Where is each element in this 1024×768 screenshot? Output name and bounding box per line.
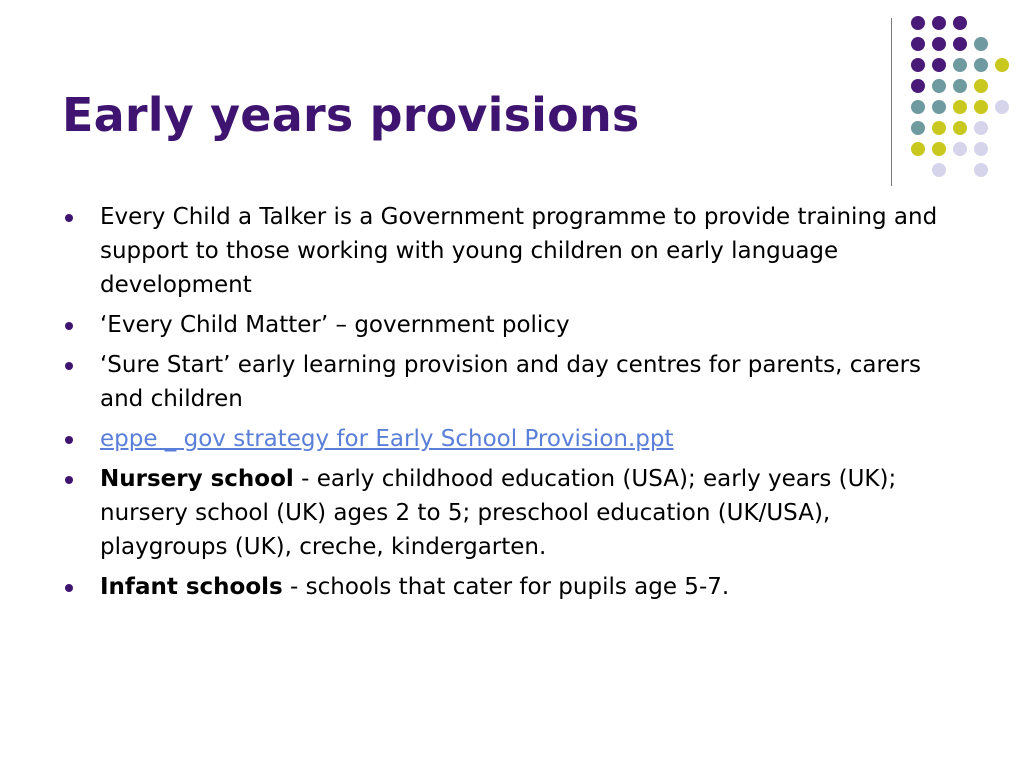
decorative-dot (974, 37, 988, 51)
decorative-dot (932, 100, 946, 114)
decorative-dot (911, 100, 925, 114)
decorative-dot (911, 142, 925, 156)
decorative-dot (974, 58, 988, 72)
bullet-text: - early childhood education (USA); early years (UK); nursery school (UK) ages 2 to 5; preschool education (UK/USA), playgroups (UK), creche, kindergarten. (100, 466, 897, 560)
slide-title: Early years provisions (62, 88, 640, 142)
bullet-item (62, 462, 962, 564)
bullet-item (62, 422, 962, 456)
decorative-dot (953, 37, 967, 51)
decorative-dot (953, 58, 967, 72)
decorative-dot (995, 100, 1009, 114)
bullet-text: ‘Every Child Matter’ – government policy (100, 312, 570, 338)
decorative-dot (974, 100, 988, 114)
decorative-dot (932, 121, 946, 135)
decorative-dot (953, 142, 967, 156)
decorative-dot (911, 58, 925, 72)
presentation-link[interactable]: eppe _ gov strategy for Early School Provision.ppt (100, 426, 674, 452)
bullet-icon (65, 362, 73, 370)
bullet-item (62, 570, 962, 604)
bullet-text: - schools that cater for pupils age 5-7. (282, 574, 730, 600)
bullet-icon (65, 322, 73, 330)
decorative-dot (932, 37, 946, 51)
decorative-dot (995, 58, 1009, 72)
decorative-dot (953, 121, 967, 135)
bullet-icon (65, 214, 73, 222)
decorative-dot (911, 37, 925, 51)
decorative-dot (932, 58, 946, 72)
title-divider-line (891, 18, 892, 186)
bullet-item (62, 308, 962, 342)
bullet-icon (65, 584, 73, 592)
bullet-lead-term: Nursery school (100, 466, 294, 492)
bullet-list (62, 200, 962, 610)
bullet-icon (65, 476, 73, 484)
bullet-lead-term: Infant schools (100, 574, 283, 600)
decorative-dot (932, 163, 946, 177)
decorative-dot (953, 100, 967, 114)
decorative-dot (974, 121, 988, 135)
decorative-dot (932, 16, 946, 30)
bullet-text: Every Child a Talker is a Government programme to provide training and support to those working with young children on early language development (100, 204, 938, 298)
bullet-icon (65, 436, 73, 444)
decorative-dot (953, 16, 967, 30)
decorative-dot (953, 79, 967, 93)
decorative-dot (911, 121, 925, 135)
bullet-item (62, 348, 962, 416)
bullet-text: ‘Sure Start’ early learning provision and day centres for parents, carers and children (100, 352, 922, 412)
bullet-item (62, 200, 962, 302)
decorative-dot (974, 163, 988, 177)
decorative-dot (932, 142, 946, 156)
decorative-dot (932, 79, 946, 93)
decorative-dot (911, 79, 925, 93)
decorative-dot (974, 142, 988, 156)
decorative-dot (911, 16, 925, 30)
decorative-dot (974, 79, 988, 93)
